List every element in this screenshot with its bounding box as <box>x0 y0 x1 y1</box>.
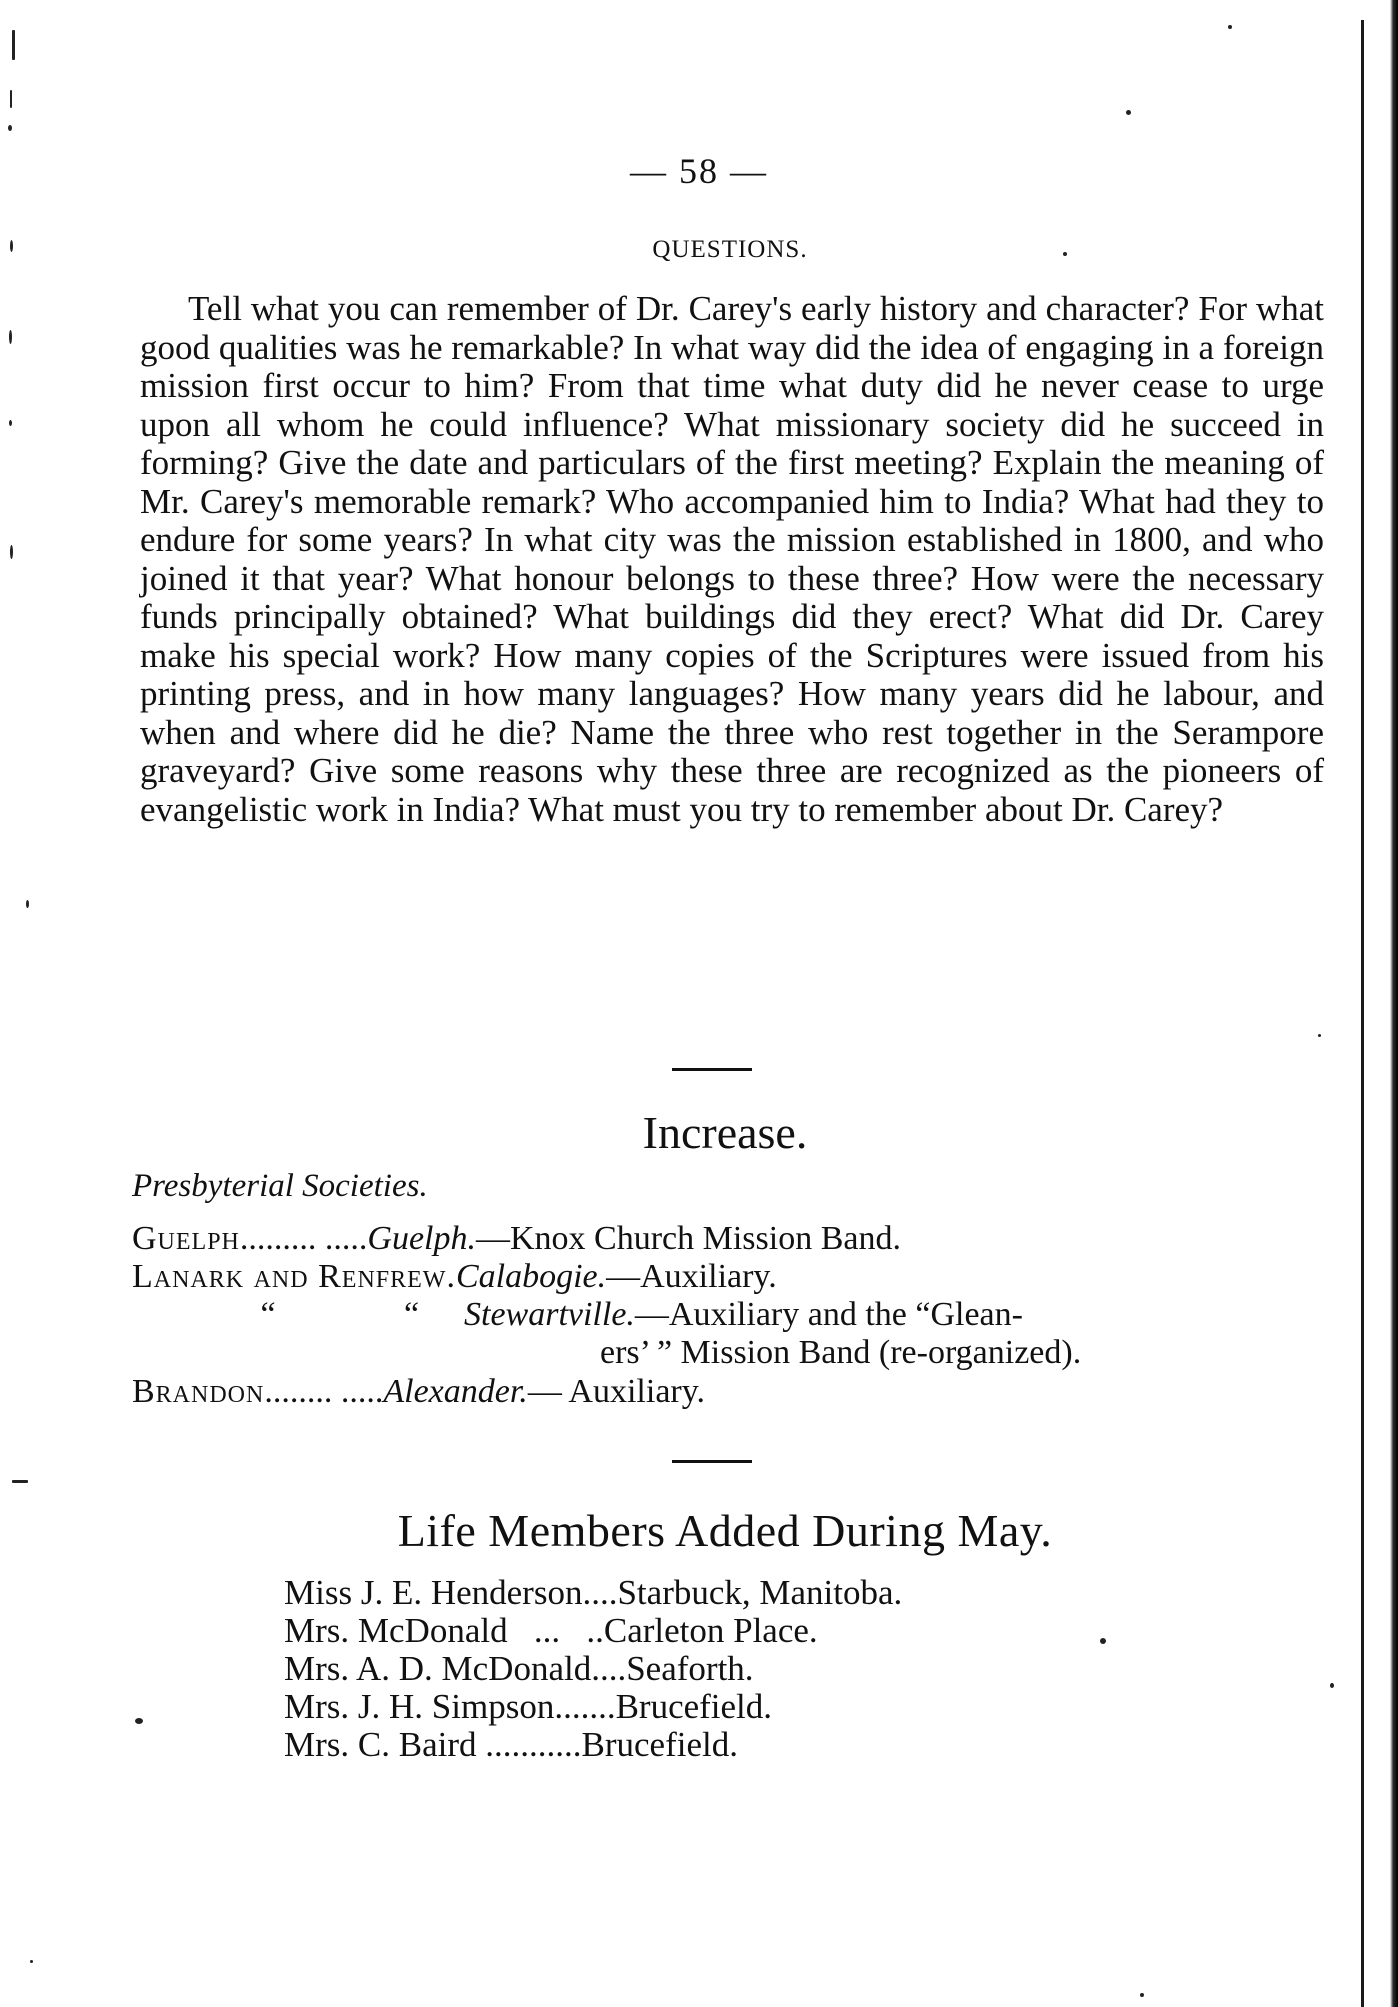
society-entry <box>132 1373 1332 1411</box>
dot-leader: ... .. <box>507 1611 604 1650</box>
society-entry <box>132 1296 1332 1334</box>
scan-page-edge <box>1390 0 1398 2007</box>
presbytery-name: Brandon <box>132 1373 265 1410</box>
society-entry <box>132 1220 1332 1258</box>
society-place: Alexander. <box>383 1373 528 1410</box>
ditto-mark: “ <box>260 1296 276 1333</box>
member-name: Miss J. E. Henderson <box>284 1573 583 1612</box>
section-divider <box>672 1460 752 1463</box>
life-members-heading: Life Members Added During May. <box>397 1505 1053 1556</box>
scan-binding-shadow <box>1361 20 1364 2007</box>
member-place: Brucefield. <box>615 1687 773 1726</box>
member-place: Starbuck, Manitoba. <box>617 1573 903 1612</box>
list-item <box>284 1650 902 1688</box>
dot-leader: ........ ..... <box>264 1373 384 1410</box>
list-item <box>284 1574 902 1612</box>
list-item <box>284 1726 902 1764</box>
ditto-mark: “ <box>404 1296 420 1333</box>
member-place: Seaforth. <box>626 1649 754 1688</box>
society-description: — Auxiliary. <box>527 1373 706 1410</box>
questions-heading: QUESTIONS. <box>652 236 808 263</box>
dot-leader: .... <box>582 1573 618 1612</box>
page-number: — 58 — <box>630 151 768 191</box>
member-name: Mrs. J. H. Simpson <box>284 1687 555 1726</box>
list-item <box>284 1612 902 1650</box>
society-place: Calabogie. <box>455 1258 607 1295</box>
society-description: —Knox Church Mission Band. <box>475 1220 901 1257</box>
society-description: —Auxiliary. <box>606 1258 777 1295</box>
society-description: —Auxiliary and the “Glean- <box>634 1296 1023 1333</box>
dot-leader: ........... <box>476 1725 582 1764</box>
increase-heading: Increase. <box>642 1107 808 1158</box>
questions-paragraph: Tell what you can remember of Dr. Carey's early history and character? For what good qualities was he remarkable? In what way did the idea of engaging in a foreign mission first occur to him? From that time what duty did he never cease to urge upon all whom he could influence? What missionary society did he succeed in forming? Give the date and particulars of the first meeting? Explain the meaning of Mr. Carey's memorable remark? Who accompanied him to India? What had they to endure for some years? In what city was the mission established in 1800, and who joined it that year? What honour belongs to these three? How were the necessary funds principally obtained? What buildings did they erect? What did Dr. Carey make his special work? How many copies of the Scriptures were issued from his printing press, and in how many languages? How many years did he labour, and when and where did he die? Name the three who rest together in the Serampore graveyard? Give some reasons why these three are recognized as the pioneers of evangelistic work in India? What must you try to remember about Dr. Carey? <box>140 289 1324 829</box>
society-place: Stewartville. <box>464 1296 635 1333</box>
life-members-list <box>284 1574 902 1764</box>
presbytery-name: Lanark and Renfrew. <box>132 1258 456 1295</box>
presbyterial-societies-label: Presbyterial Societies. <box>132 1168 428 1204</box>
list-item <box>284 1688 902 1726</box>
member-place: Brucefield. <box>581 1725 738 1764</box>
society-description-continuation: ers’ ” Mission Band (re-organized). <box>600 1334 1082 1371</box>
presbytery-name: Guelph <box>132 1220 240 1257</box>
society-entry <box>132 1258 1332 1296</box>
member-name: Mrs. A. D. McDonald <box>284 1649 592 1688</box>
dot-leader: ......... ..... <box>239 1220 368 1257</box>
member-name: Mrs. McDonald <box>284 1611 508 1650</box>
dot-leader: .... <box>591 1649 627 1688</box>
section-divider <box>672 1068 752 1071</box>
member-place: Carleton Place. <box>603 1611 818 1650</box>
society-place: Guelph. <box>367 1220 476 1257</box>
member-name: Mrs. C. Baird <box>284 1725 477 1764</box>
dot-leader: ....... <box>554 1687 616 1726</box>
